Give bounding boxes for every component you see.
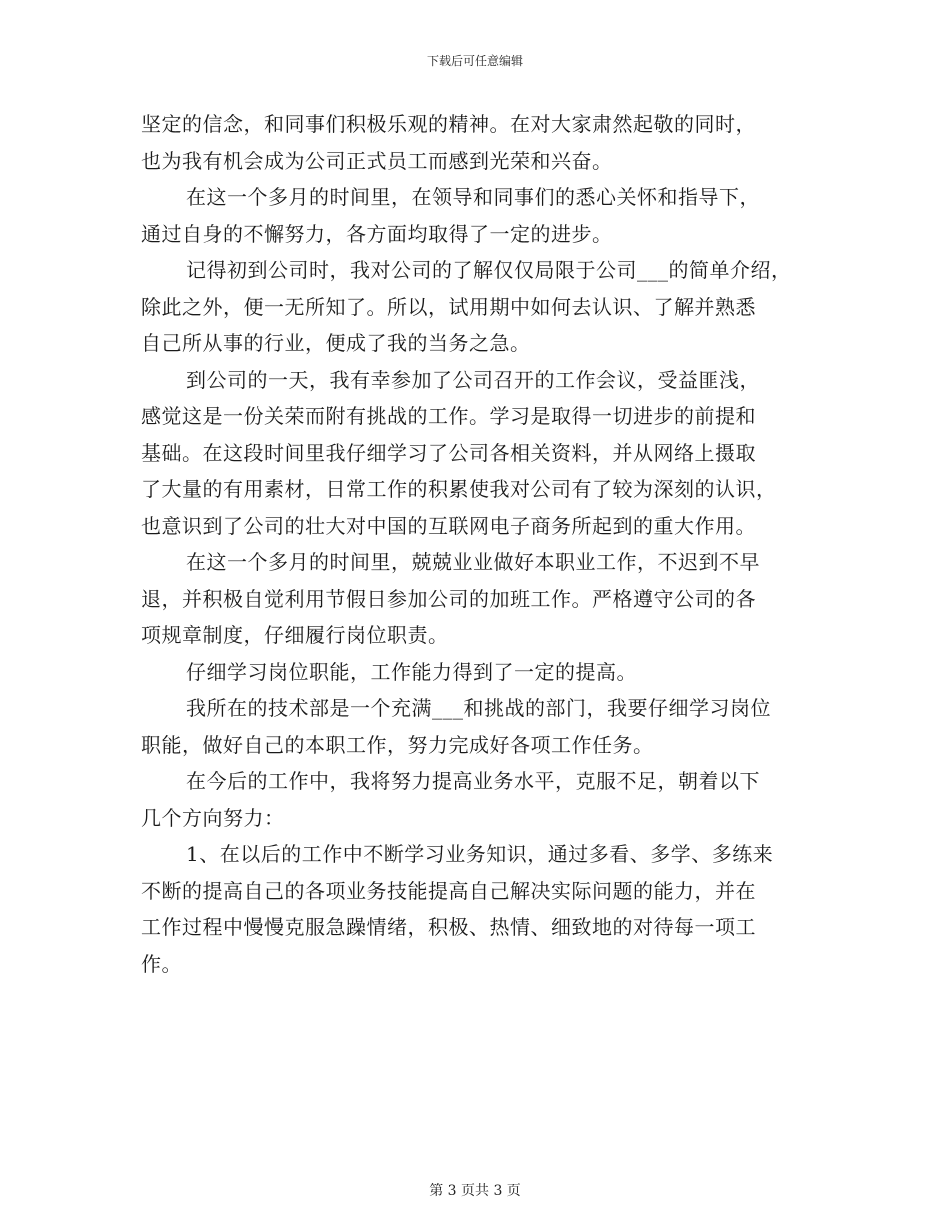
text-line: 几个方向努力：	[141, 805, 285, 830]
paragraph	[141, 836, 831, 982]
text-line: 作。	[141, 951, 182, 976]
paragraph	[141, 106, 831, 179]
text-line: 不断的提高自己的各项业务技能提高自己解决实际问题的能力，并在	[141, 878, 756, 903]
text-line: 基础。在这段时间里我仔细学习了公司各相关资料，并从网络上摄取	[141, 440, 756, 465]
text-line: 也为我有机会成为公司正式员工而感到光荣和兴奋。	[141, 148, 613, 173]
document-body	[141, 106, 831, 982]
text-line: 到公司的一天，我有幸参加了公司召开的工作会议，受益匪浅，	[186, 367, 760, 392]
text-line: 仔细学习岗位职能，工作能力得到了一定的提高。	[186, 659, 637, 684]
text-line: 坚定的信念，和同事们积极乐观的精神。在对大家肃然起敬的同时，	[141, 112, 756, 136]
paragraph	[141, 654, 831, 691]
text-line: 我所在的技术部是一个充满___和挑战的部门，我要仔细学习岗位	[186, 696, 771, 720]
text-line: 记得初到公司时，我对公司的了解仅仅局限于公司___的简单介绍，	[186, 258, 792, 282]
text-line: 了大量的有用素材，日常工作的积累使我对公司有了较为深刻的认识，	[141, 477, 777, 501]
paragraph	[141, 690, 831, 763]
text-line: 除此之外，便一无所知了。所以，试用期中如何去认识、了解并熟悉	[141, 294, 756, 319]
text-line: 感觉这是一份关荣而附有挑战的工作。学习是取得一切进步的前提和	[141, 404, 756, 428]
text-line: 职能，做好自己的本职工作，努力完成好各项工作任务。	[141, 732, 654, 757]
text-line: 自己所从事的行业，便成了我的当务之急。	[141, 331, 531, 355]
paragraph	[141, 179, 831, 252]
page-footer: 第 3 页共 3 页	[429, 1183, 521, 1199]
text-line: 通过自身的不懈努力，各方面均取得了一定的进步。	[141, 221, 613, 246]
text-line: 项规章制度，仔细履行岗位职责。	[141, 623, 449, 647]
paragraph	[141, 252, 831, 362]
page-header: 下载后可任意编辑	[426, 54, 523, 68]
text-line: 1、在以后的工作中不断学习业务知识，通过多看、多学、多练来	[186, 842, 774, 866]
paragraph	[141, 544, 831, 654]
text-line: 在今后的工作中，我将努力提高业务水平，克服不足，朝着以下	[186, 769, 760, 793]
text-line: 在这一个多月的时间里，在领导和同事们的悉心关怀和指导下，	[186, 185, 760, 209]
paragraph	[141, 763, 831, 836]
text-line: 也意识到了公司的壮大对中国的互联网电子商务所起到的重大作用。	[141, 513, 756, 538]
text-line: 退，并积极自觉利用节假日参加公司的加班工作。严格遵守公司的各	[141, 586, 756, 611]
paragraph	[141, 362, 831, 545]
text-line: 工作过程中慢慢克服急躁情绪，积极、热情、细致地的对待每一项工	[141, 915, 756, 939]
text-line: 在这一个多月的时间里，兢兢业业做好本职业工作，不迟到不早	[186, 550, 760, 574]
